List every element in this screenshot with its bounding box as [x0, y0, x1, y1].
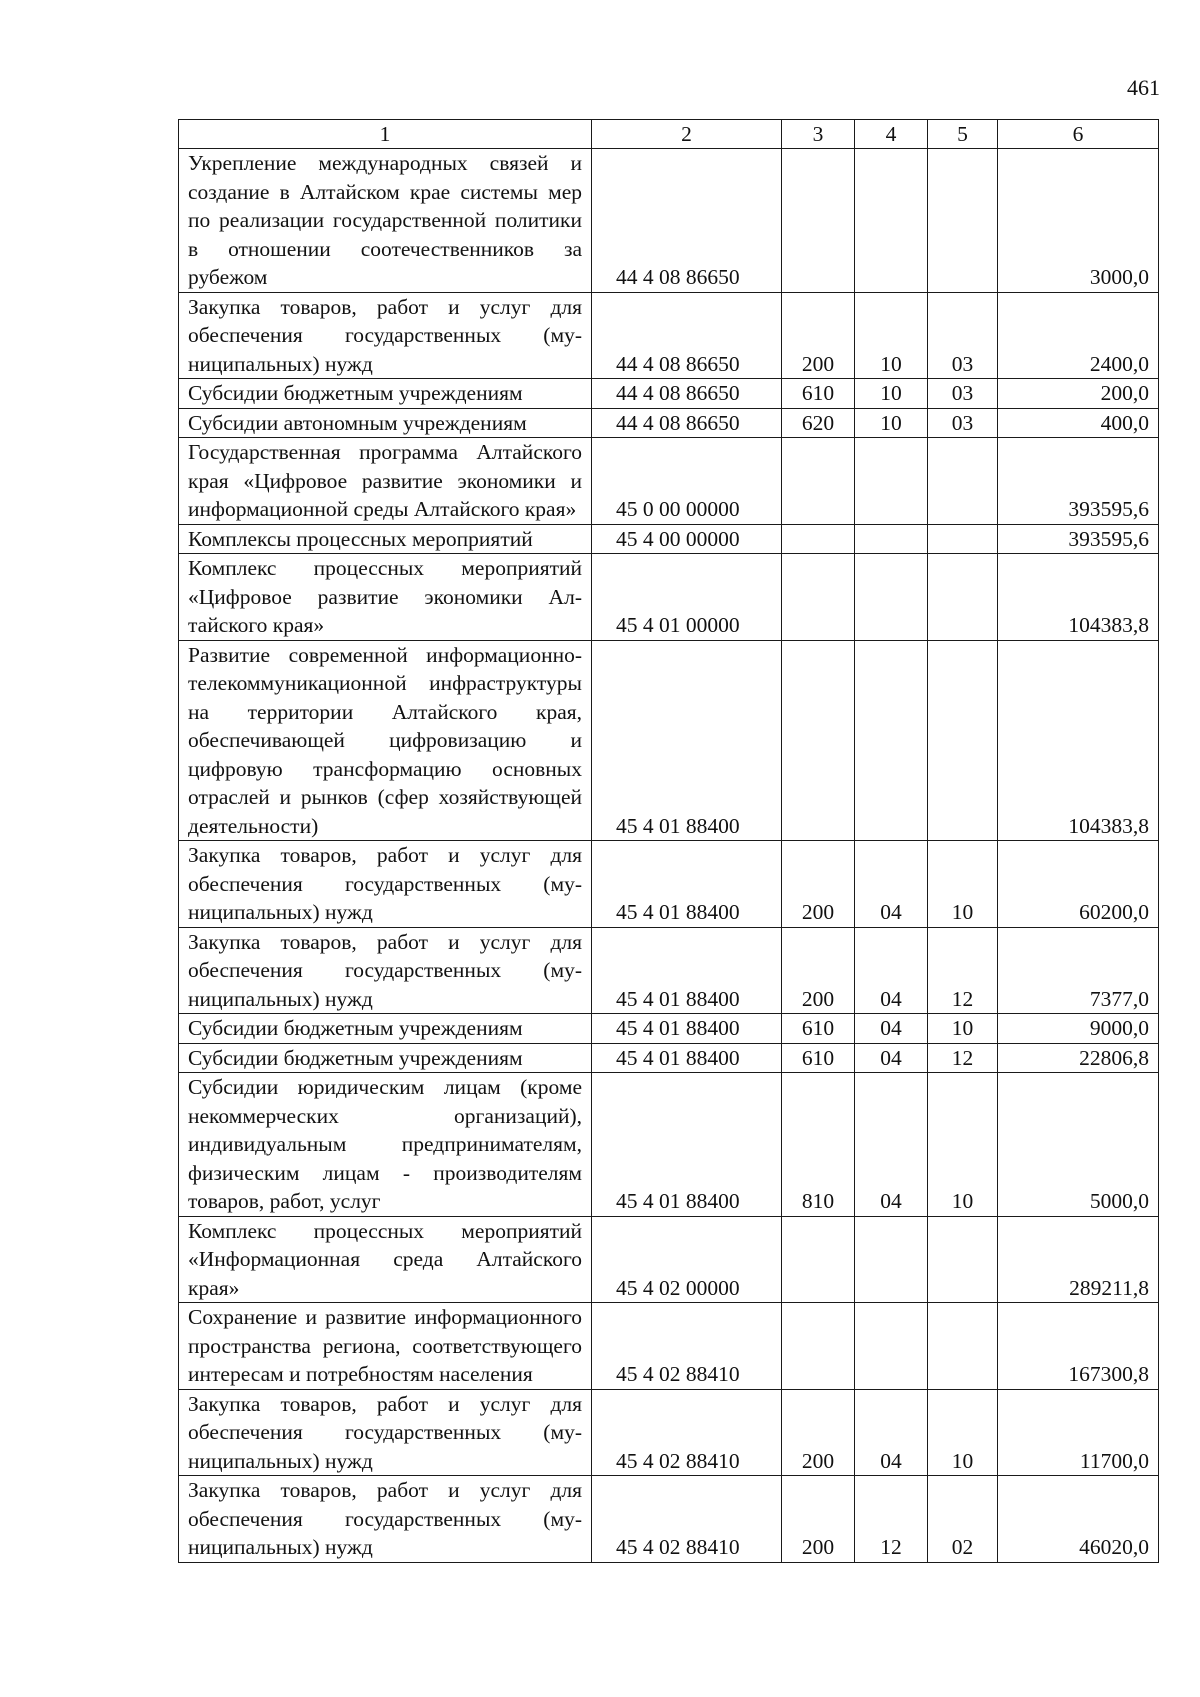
row-col3-cell: [782, 438, 855, 525]
row-code-cell: 45 4 01 88400: [592, 1043, 782, 1073]
row-col3-cell: 200: [782, 841, 855, 928]
column-header: 2: [592, 120, 782, 149]
row-name-cell: Комплексы процессных мероприятий: [179, 524, 592, 554]
row-sum-cell: 60200,0: [998, 841, 1159, 928]
row-col3-cell: [782, 1216, 855, 1303]
row-col3-cell: 620: [782, 408, 855, 438]
column-header: 5: [928, 120, 998, 149]
row-col5-cell: [928, 149, 998, 293]
row-col4-cell: 12: [855, 1476, 928, 1563]
table-row: [179, 1303, 1159, 1390]
table-row: [179, 292, 1159, 379]
row-col4-cell: [855, 640, 928, 841]
row-col5-cell: [928, 1216, 998, 1303]
row-name-cell: Закупка товаров, работ и услуг для обеспечения государственных (муниципальных) нужд: [179, 1476, 592, 1563]
row-sum-cell: 11700,0: [998, 1389, 1159, 1476]
row-col4-cell: [855, 554, 928, 641]
row-name-cell: Развитие современной информационно-телекоммуникационной инфраструктуры на территории Алтайского края, обеспечивающей цифровизацию и цифровую трансформацию основных отраслей и рынков (сфер хозяйствующей деятельности): [179, 640, 592, 841]
row-col3-cell: 200: [782, 1476, 855, 1563]
row-name-cell: Государственная программа Алтайского края «Цифровое развитие экономики и информационной среды Алтайского края»: [179, 438, 592, 525]
row-sum-cell: 104383,8: [998, 554, 1159, 641]
row-sum-cell: 104383,8: [998, 640, 1159, 841]
row-col5-cell: 03: [928, 379, 998, 409]
row-col3-cell: 200: [782, 927, 855, 1014]
row-code-cell: 44 4 08 86650: [592, 379, 782, 409]
row-name-cell: Комплекс процессных мероприятий «Цифровое развитие экономики Алтайского края»: [179, 554, 592, 641]
row-sum-cell: 2400,0: [998, 292, 1159, 379]
table-row: [179, 640, 1159, 841]
row-sum-cell: 200,0: [998, 379, 1159, 409]
row-col5-cell: 03: [928, 408, 998, 438]
table-row: [179, 1073, 1159, 1217]
row-col5-cell: 10: [928, 1014, 998, 1044]
row-sum-cell: 22806,8: [998, 1043, 1159, 1073]
row-sum-cell: 400,0: [998, 408, 1159, 438]
row-code-cell: 45 4 01 88400: [592, 1073, 782, 1217]
row-code-cell: 45 0 00 00000: [592, 438, 782, 525]
column-header: 3: [782, 120, 855, 149]
row-sum-cell: 393595,6: [998, 438, 1159, 525]
row-sum-cell: 393595,6: [998, 524, 1159, 554]
row-col3-cell: [782, 524, 855, 554]
row-code-cell: 45 4 02 00000: [592, 1216, 782, 1303]
row-col4-cell: 04: [855, 1073, 928, 1217]
table-row: [179, 1216, 1159, 1303]
row-col3-cell: 200: [782, 292, 855, 379]
row-col4-cell: [855, 149, 928, 293]
row-col5-cell: [928, 438, 998, 525]
table-row: [179, 524, 1159, 554]
page-number: 461: [1127, 75, 1160, 100]
row-col3-cell: [782, 149, 855, 293]
table-row: [179, 408, 1159, 438]
table-row: [179, 927, 1159, 1014]
row-col5-cell: [928, 640, 998, 841]
row-code-cell: 45 4 02 88410: [592, 1389, 782, 1476]
row-col5-cell: 10: [928, 1389, 998, 1476]
row-name-cell: Укрепление международных связей и создание в Алтайском крае системы мер по реализации государственной политики в отношении соотечественников за рубежом: [179, 149, 592, 293]
row-code-cell: 45 4 01 88400: [592, 1014, 782, 1044]
row-sum-cell: 5000,0: [998, 1073, 1159, 1217]
row-col3-cell: [782, 1303, 855, 1390]
row-col4-cell: [855, 524, 928, 554]
row-code-cell: 45 4 02 88410: [592, 1303, 782, 1390]
row-name-cell: Субсидии бюджетным учреждениям: [179, 379, 592, 409]
row-col3-cell: 610: [782, 1043, 855, 1073]
row-name-cell: Субсидии юридическим лицам (кроме некоммерческих организаций), индивидуальным предпринимателям, физическим лицам - производителям товаров, работ, услуг: [179, 1073, 592, 1217]
row-col4-cell: [855, 438, 928, 525]
row-col4-cell: 10: [855, 379, 928, 409]
table-row: [179, 149, 1159, 293]
row-sum-cell: 46020,0: [998, 1476, 1159, 1563]
row-name-cell: Субсидии бюджетным учреждениям: [179, 1014, 592, 1044]
row-sum-cell: 3000,0: [998, 149, 1159, 293]
row-col4-cell: 04: [855, 927, 928, 1014]
table-row: [179, 1389, 1159, 1476]
row-name-cell: Субсидии автономным учреждениям: [179, 408, 592, 438]
row-code-cell: 44 4 08 86650: [592, 292, 782, 379]
row-name-cell: Закупка товаров, работ и услуг для обеспечения государственных (муниципальных) нужд: [179, 292, 592, 379]
row-col5-cell: 02: [928, 1476, 998, 1563]
column-header: 1: [179, 120, 592, 149]
row-name-cell: Закупка товаров, работ и услуг для обеспечения государственных (муниципальных) нужд: [179, 927, 592, 1014]
row-col5-cell: 03: [928, 292, 998, 379]
row-col5-cell: [928, 554, 998, 641]
row-col3-cell: 610: [782, 379, 855, 409]
row-col4-cell: 04: [855, 841, 928, 928]
row-col5-cell: [928, 524, 998, 554]
table-row: [179, 554, 1159, 641]
row-col5-cell: 10: [928, 841, 998, 928]
row-sum-cell: 167300,8: [998, 1303, 1159, 1390]
row-col4-cell: 10: [855, 292, 928, 379]
row-code-cell: 45 4 01 00000: [592, 554, 782, 641]
table-row: [179, 841, 1159, 928]
row-code-cell: 45 4 00 00000: [592, 524, 782, 554]
row-name-cell: Комплекс процессных мероприятий «Информационная среда Алтайского края»: [179, 1216, 592, 1303]
column-header-row: [179, 120, 1159, 149]
column-header: 6: [998, 120, 1159, 149]
table-row: [179, 1043, 1159, 1073]
row-col4-cell: 10: [855, 408, 928, 438]
row-name-cell: Закупка товаров, работ и услуг для обеспечения государственных (муниципальных) нужд: [179, 1389, 592, 1476]
row-code-cell: 45 4 02 88410: [592, 1476, 782, 1563]
table-row: [179, 1014, 1159, 1044]
row-col3-cell: 810: [782, 1073, 855, 1217]
row-col4-cell: 04: [855, 1043, 928, 1073]
row-col5-cell: 10: [928, 1073, 998, 1217]
column-header: 4: [855, 120, 928, 149]
row-col3-cell: 200: [782, 1389, 855, 1476]
row-code-cell: 44 4 08 86650: [592, 149, 782, 293]
budget-table: [178, 119, 1159, 1563]
row-col3-cell: 610: [782, 1014, 855, 1044]
row-code-cell: 45 4 01 88400: [592, 841, 782, 928]
row-code-cell: 45 4 01 88400: [592, 927, 782, 1014]
row-col3-cell: [782, 640, 855, 841]
row-code-cell: 45 4 01 88400: [592, 640, 782, 841]
row-name-cell: Субсидии бюджетным учреждениям: [179, 1043, 592, 1073]
table-row: [179, 379, 1159, 409]
row-name-cell: Сохранение и развитие информационного пространства региона, соответствующего интересам и потребностям населения: [179, 1303, 592, 1390]
row-col5-cell: 12: [928, 1043, 998, 1073]
row-sum-cell: 9000,0: [998, 1014, 1159, 1044]
row-sum-cell: 289211,8: [998, 1216, 1159, 1303]
row-sum-cell: 7377,0: [998, 927, 1159, 1014]
table-row: [179, 438, 1159, 525]
row-col3-cell: [782, 554, 855, 641]
row-col5-cell: [928, 1303, 998, 1390]
row-col4-cell: 04: [855, 1389, 928, 1476]
row-code-cell: 44 4 08 86650: [592, 408, 782, 438]
row-col4-cell: 04: [855, 1014, 928, 1044]
row-col4-cell: [855, 1303, 928, 1390]
row-name-cell: Закупка товаров, работ и услуг для обеспечения государственных (муниципальных) нужд: [179, 841, 592, 928]
table-row: [179, 1476, 1159, 1563]
table-body: [179, 120, 1159, 1563]
row-col4-cell: [855, 1216, 928, 1303]
row-col5-cell: 12: [928, 927, 998, 1014]
